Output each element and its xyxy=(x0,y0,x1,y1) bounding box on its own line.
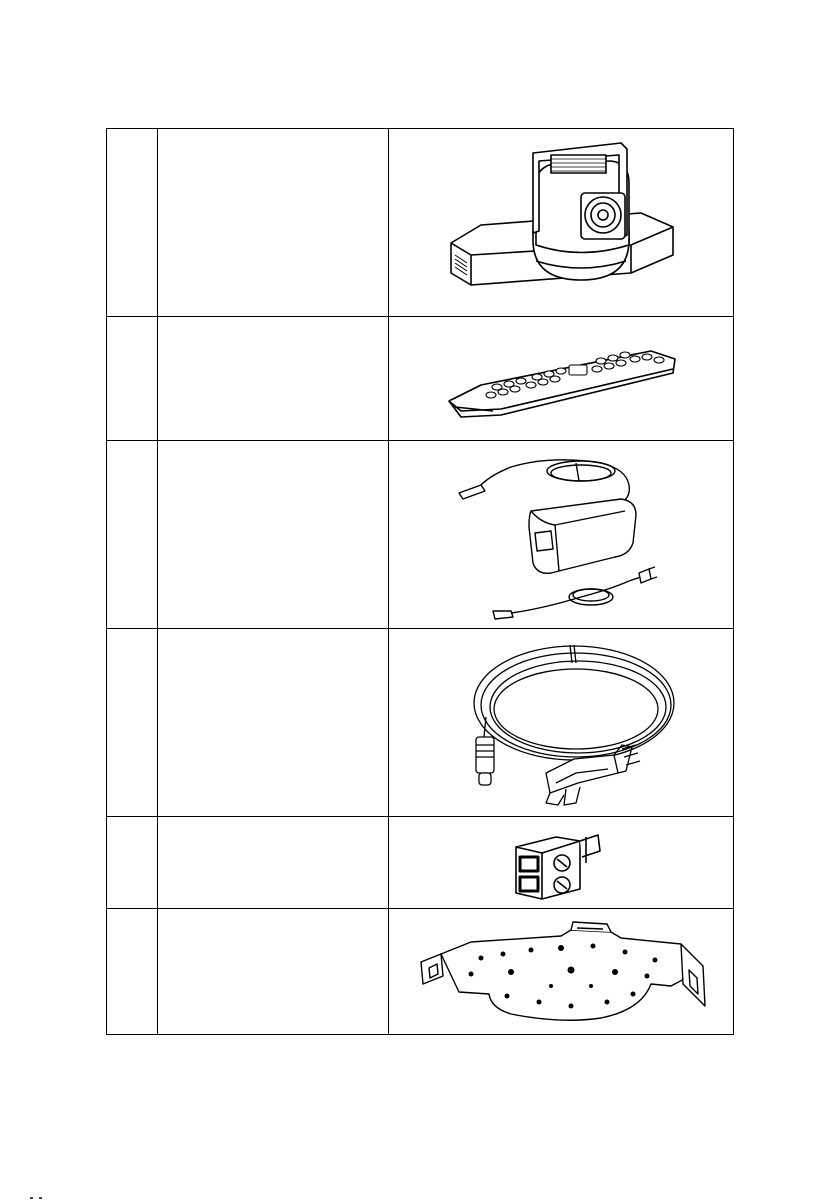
table-row xyxy=(107,629,734,817)
item-image-cell xyxy=(389,129,734,317)
item-name-cell xyxy=(158,817,389,909)
packing-list-table xyxy=(106,128,734,1035)
power-adapter-icon xyxy=(451,445,671,625)
table-row xyxy=(107,909,734,1035)
item-image-cell xyxy=(389,629,734,817)
item-image-cell xyxy=(389,909,734,1035)
ptz-camera-icon xyxy=(441,135,681,310)
item-name-cell xyxy=(158,909,389,1035)
item-number-cell xyxy=(107,441,158,629)
item-image-cell xyxy=(389,817,734,909)
item-name-cell xyxy=(158,441,389,629)
table-row xyxy=(107,129,734,317)
table-row xyxy=(107,817,734,909)
item-name-cell xyxy=(158,629,389,817)
table-row xyxy=(107,441,734,629)
table-row xyxy=(107,317,734,441)
rs232-cable-icon xyxy=(446,633,676,813)
footer-mark xyxy=(30,1186,60,1188)
item-name-cell xyxy=(158,317,389,441)
item-image-cell xyxy=(389,441,734,629)
item-number-cell xyxy=(107,317,158,441)
item-name-cell xyxy=(158,129,389,317)
remote-control-icon xyxy=(441,329,681,429)
item-number-cell xyxy=(107,129,158,317)
item-image-cell xyxy=(389,317,734,441)
terminal-connector-icon xyxy=(506,823,616,903)
mounting-bracket-icon xyxy=(411,914,711,1029)
item-number-cell xyxy=(107,817,158,909)
item-number-cell xyxy=(107,629,158,817)
item-number-cell xyxy=(107,909,158,1035)
